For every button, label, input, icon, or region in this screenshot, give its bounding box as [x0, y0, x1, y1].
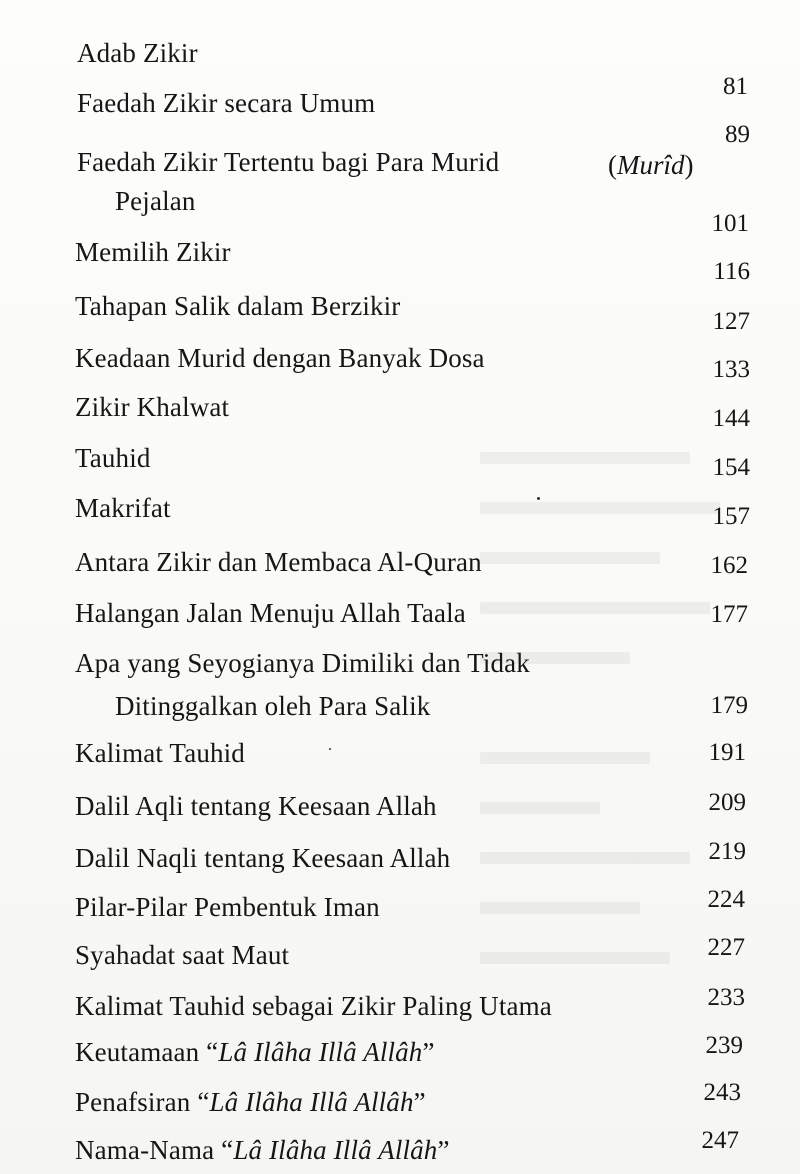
toc-entry-page: 154	[712, 454, 750, 481]
toc-entry-page: 233	[707, 984, 745, 1011]
toc-entry-title: Apa yang Seyogianya Dimiliki dan Tidak	[75, 648, 530, 678]
toc-entry-page: 179	[710, 692, 748, 719]
toc-entry-page: 219	[708, 838, 746, 865]
print-speck	[537, 497, 540, 500]
toc-entry-title: Adab Zikir	[77, 38, 198, 68]
toc-entry-title-main: Faedah Zikir Tertentu bagi Para Murid	[77, 147, 500, 177]
toc-entry-title: Tahapan Salik dalam Berzikir	[75, 291, 401, 321]
toc-entry-title-italic: Lâ Ilâha Illâ Allâh	[209, 1087, 414, 1117]
toc-entry-page: 191	[708, 739, 746, 766]
toc-entry-title: Zikir Khalwat	[75, 392, 230, 422]
toc-entry-title: Syahadat saat Maut	[75, 940, 290, 970]
toc-entry-page: 81	[723, 73, 748, 100]
toc-entry-title: Kalimat Tauhid	[75, 738, 245, 768]
toc-entry-title	[75, 1085, 426, 1119]
toc-entry-title	[75, 1133, 450, 1167]
toc-entry-title: Dalil Naqli tentang Keesaan Allah	[75, 843, 451, 873]
toc-entry-title: Halangan Jalan Menuju Allah Taala	[75, 598, 466, 628]
toc-entry-title-suffix: ”	[422, 1037, 435, 1067]
toc-entry-page: 162	[710, 552, 748, 579]
toc-entry-title-continued: Ditinggalkan oleh Para Salik	[115, 691, 431, 721]
toc-entry-title: Pilar-Pilar Pembentuk Iman	[75, 892, 380, 922]
print-speck	[329, 748, 331, 750]
toc-entry-title: Keadaan Murid dengan Banyak Dosa	[75, 343, 485, 373]
toc-entry-page: 247	[701, 1127, 739, 1154]
toc-entry-page: 239	[705, 1032, 743, 1059]
toc-entry-title: Memilih Zikir	[75, 237, 231, 267]
toc-entry-page: 243	[703, 1079, 741, 1106]
toc-entry-title-suffix: ”	[437, 1135, 450, 1165]
toc-entry-title-prefix: Nama-Nama “	[75, 1135, 234, 1165]
toc-entry-page: 101	[711, 210, 749, 237]
toc-entry-title-italic: Lâ Ilâha Illâ Allâh	[218, 1037, 423, 1067]
toc-entry-title	[75, 1035, 435, 1069]
toc-entry-page: 144	[712, 405, 750, 432]
toc-entry-page: 227	[707, 934, 745, 961]
toc-entry-title: Dalil Aqli tentang Keesaan Allah	[75, 791, 437, 821]
toc-entry-title: Tauhid	[75, 443, 151, 473]
toc-entry-page: 157	[712, 503, 750, 530]
toc-entry-title	[77, 145, 499, 179]
toc-entry-page: 224	[707, 886, 745, 913]
toc-entry-title-parenthetical: (Murîd)	[608, 150, 694, 180]
toc-entry-title: Kalimat Tauhid sebagai Zikir Paling Utama	[75, 991, 552, 1021]
toc-entry-title-italic: Lâ Ilâha Illâ Allâh	[233, 1135, 438, 1165]
toc-entry-title: Faedah Zikir secara Umum	[77, 88, 376, 118]
toc-entry-page: 177	[710, 601, 748, 628]
toc-entry-title-italic: Murîd	[617, 150, 685, 180]
toc-entry-title-suffix: ”	[413, 1087, 426, 1117]
toc-entry-page: 209	[708, 789, 746, 816]
toc-entry-title: Antara Zikir dan Membaca Al-Quran	[75, 547, 482, 577]
toc-entry-page: 116	[713, 258, 750, 285]
toc-entry-title-prefix: Penafsiran “	[75, 1087, 210, 1117]
toc-entry-page: 133	[712, 356, 750, 383]
toc-entry-title-prefix: Keutamaan “	[75, 1037, 219, 1067]
toc-entry-page: 89	[725, 121, 750, 148]
toc-entry-title: Makrifat	[75, 493, 171, 523]
toc-entry-page: 127	[712, 308, 750, 335]
toc-entry-title-continued: Pejalan	[115, 186, 196, 216]
